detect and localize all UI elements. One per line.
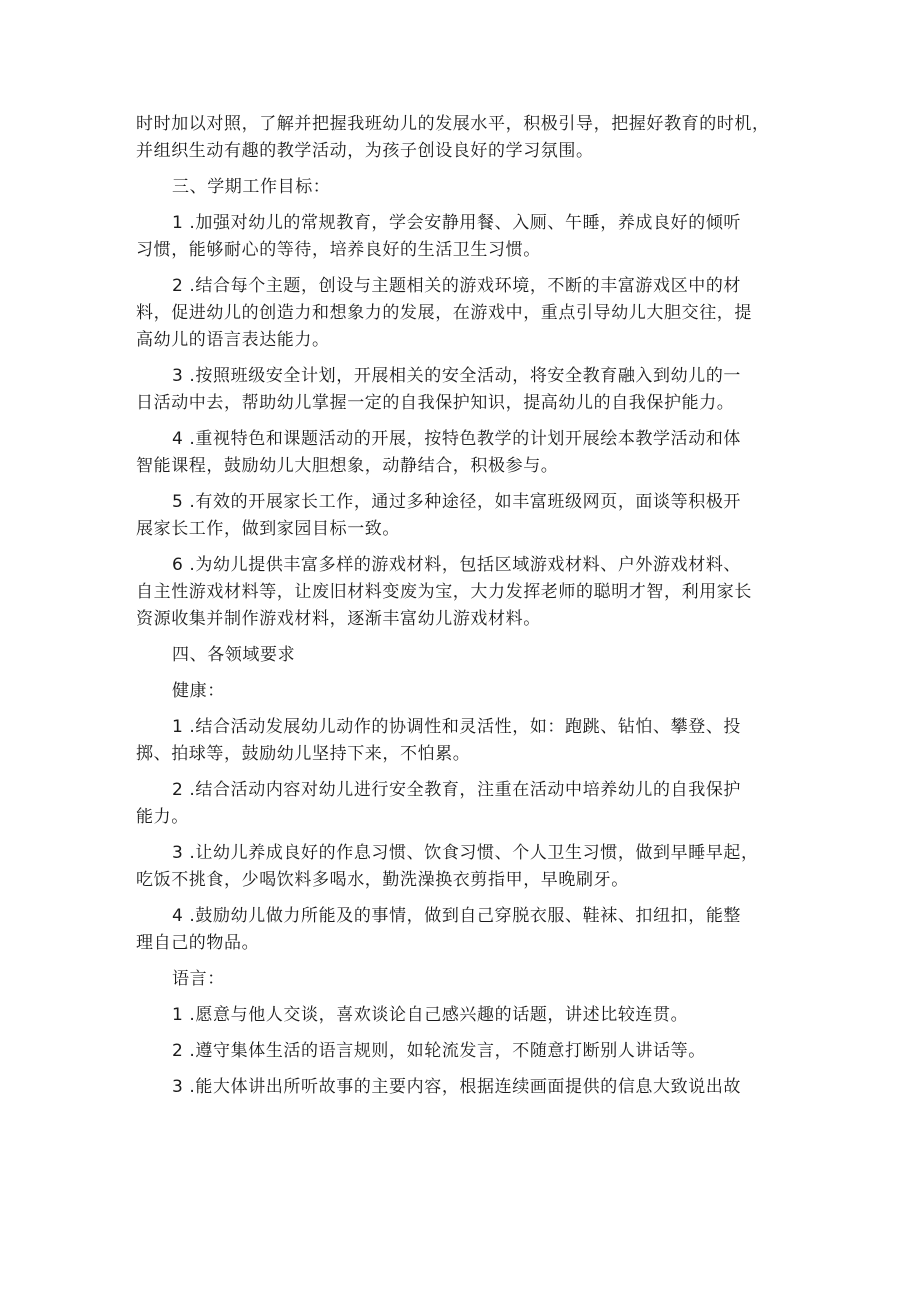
text-line: 2 .结合每个主题，创设与主题相关的游戏环境，不断的丰富游戏区中的材 (172, 276, 742, 296)
paragraph (136, 273, 796, 354)
text-line: 3 .按照班级安全计划，开展相关的安全活动，将安全教育融入到幼儿的一 (172, 366, 742, 386)
text-line: 1 .结合活动发展幼儿动作的协调性和灵活性，如：跑跳、钻怕、攀登、投 (172, 717, 742, 737)
text-line: 料，促进幼儿的创造力和想象力的发展，在游戏中，重点引导幼儿大胆交往，提 (136, 303, 752, 323)
text-line: 1 .加强对幼儿的常规教育，学会安静用餐、入厕、午睡，养成良好的倾听 (172, 213, 742, 233)
text-line: 6 .为幼儿提供丰富多样的游戏材料，包括区域游戏材料、户外游戏材料、 (172, 555, 742, 575)
text-line: 理自己的物品。 (136, 933, 260, 953)
paragraph (136, 363, 796, 417)
text-line: 语言： (172, 969, 225, 989)
text-line: 2 .遵守集体生活的语言规则，如轮流发言，不随意打断别人讲话等。 (172, 1041, 706, 1061)
section-heading (136, 642, 796, 669)
subsection-heading (136, 966, 796, 993)
text-line: 四、各领域要求 (172, 645, 296, 665)
text-line: 5 .有效的开展家长工作，通过多种途径，如丰富班级网页，面谈等积极开 (172, 492, 742, 512)
text-line: 智能课程，鼓励幼儿大胆想象，动静结合，积极参与。 (136, 456, 559, 476)
text-line: 能力。 (136, 807, 189, 827)
text-line: 高幼儿的语言表达能力。 (136, 330, 330, 350)
paragraph (136, 777, 796, 831)
paragraph (136, 1002, 796, 1029)
paragraph (136, 210, 796, 264)
paragraph (136, 111, 796, 165)
text-line: 1 .愿意与他人交谈，喜欢谈论自己感兴趣的话题，讲述比较连贯。 (172, 1005, 689, 1025)
text-line: 并组织生动有趣的教学活动，为孩子创设良好的学习氛围。 (136, 141, 594, 161)
subsection-heading (136, 678, 796, 705)
text-line: 3 .让幼儿养成良好的作息习惯、饮食习惯、个人卫生习惯，做到早睡早起， (172, 843, 759, 863)
paragraph (136, 489, 796, 543)
document-body (136, 111, 796, 1101)
text-line: 展家长工作，做到家园目标一致。 (136, 519, 400, 539)
paragraph (136, 903, 796, 957)
paragraph (136, 840, 796, 894)
paragraph (136, 426, 796, 480)
section-heading (136, 174, 796, 201)
text-line: 日活动中去，帮助幼儿掌握一定的自我保护知识，提高幼儿的自我保护能力。 (136, 393, 735, 413)
text-line: 健康： (172, 681, 225, 701)
text-line: 掷、拍球等，鼓励幼儿坚持下来，不怕累。 (136, 744, 471, 764)
text-line: 时时加以对照，了解并把握我班幼儿的发展水平，积极引导，把握好教育的时机， (136, 114, 770, 134)
text-line: 3 .能大体讲出所听故事的主要内容，根据连续画面提供的信息大致说出故 (172, 1077, 742, 1097)
paragraph (136, 714, 796, 768)
text-line: 资源收集并制作游戏材料，逐渐丰富幼儿游戏材料。 (136, 609, 541, 629)
text-line: 4 .鼓励幼儿做力所能及的事情，做到自己穿脱衣服、鞋袜、扣纽扣，能整 (172, 906, 742, 926)
text-line: 4 .重视特色和课题活动的开展，按特色教学的计划开展绘本教学活动和体 (172, 429, 742, 449)
text-line: 2 .结合活动内容对幼儿进行安全教育，注重在活动中培养幼儿的自我保护 (172, 780, 742, 800)
paragraph (136, 552, 796, 633)
text-line: 习惯，能够耐心的等待，培养良好的生活卫生习惯。 (136, 240, 541, 260)
text-line: 吃饭不挑食，少喝饮料多喝水，勤洗澡换衣剪指甲，早晚刷牙。 (136, 870, 629, 890)
paragraph (136, 1038, 796, 1065)
text-line: 三、学期工作目标： (172, 177, 331, 197)
text-line: 自主性游戏材料等，让废旧材料变废为宝，大力发挥老师的聪明才智，利用家长 (136, 582, 752, 602)
paragraph (136, 1074, 796, 1101)
